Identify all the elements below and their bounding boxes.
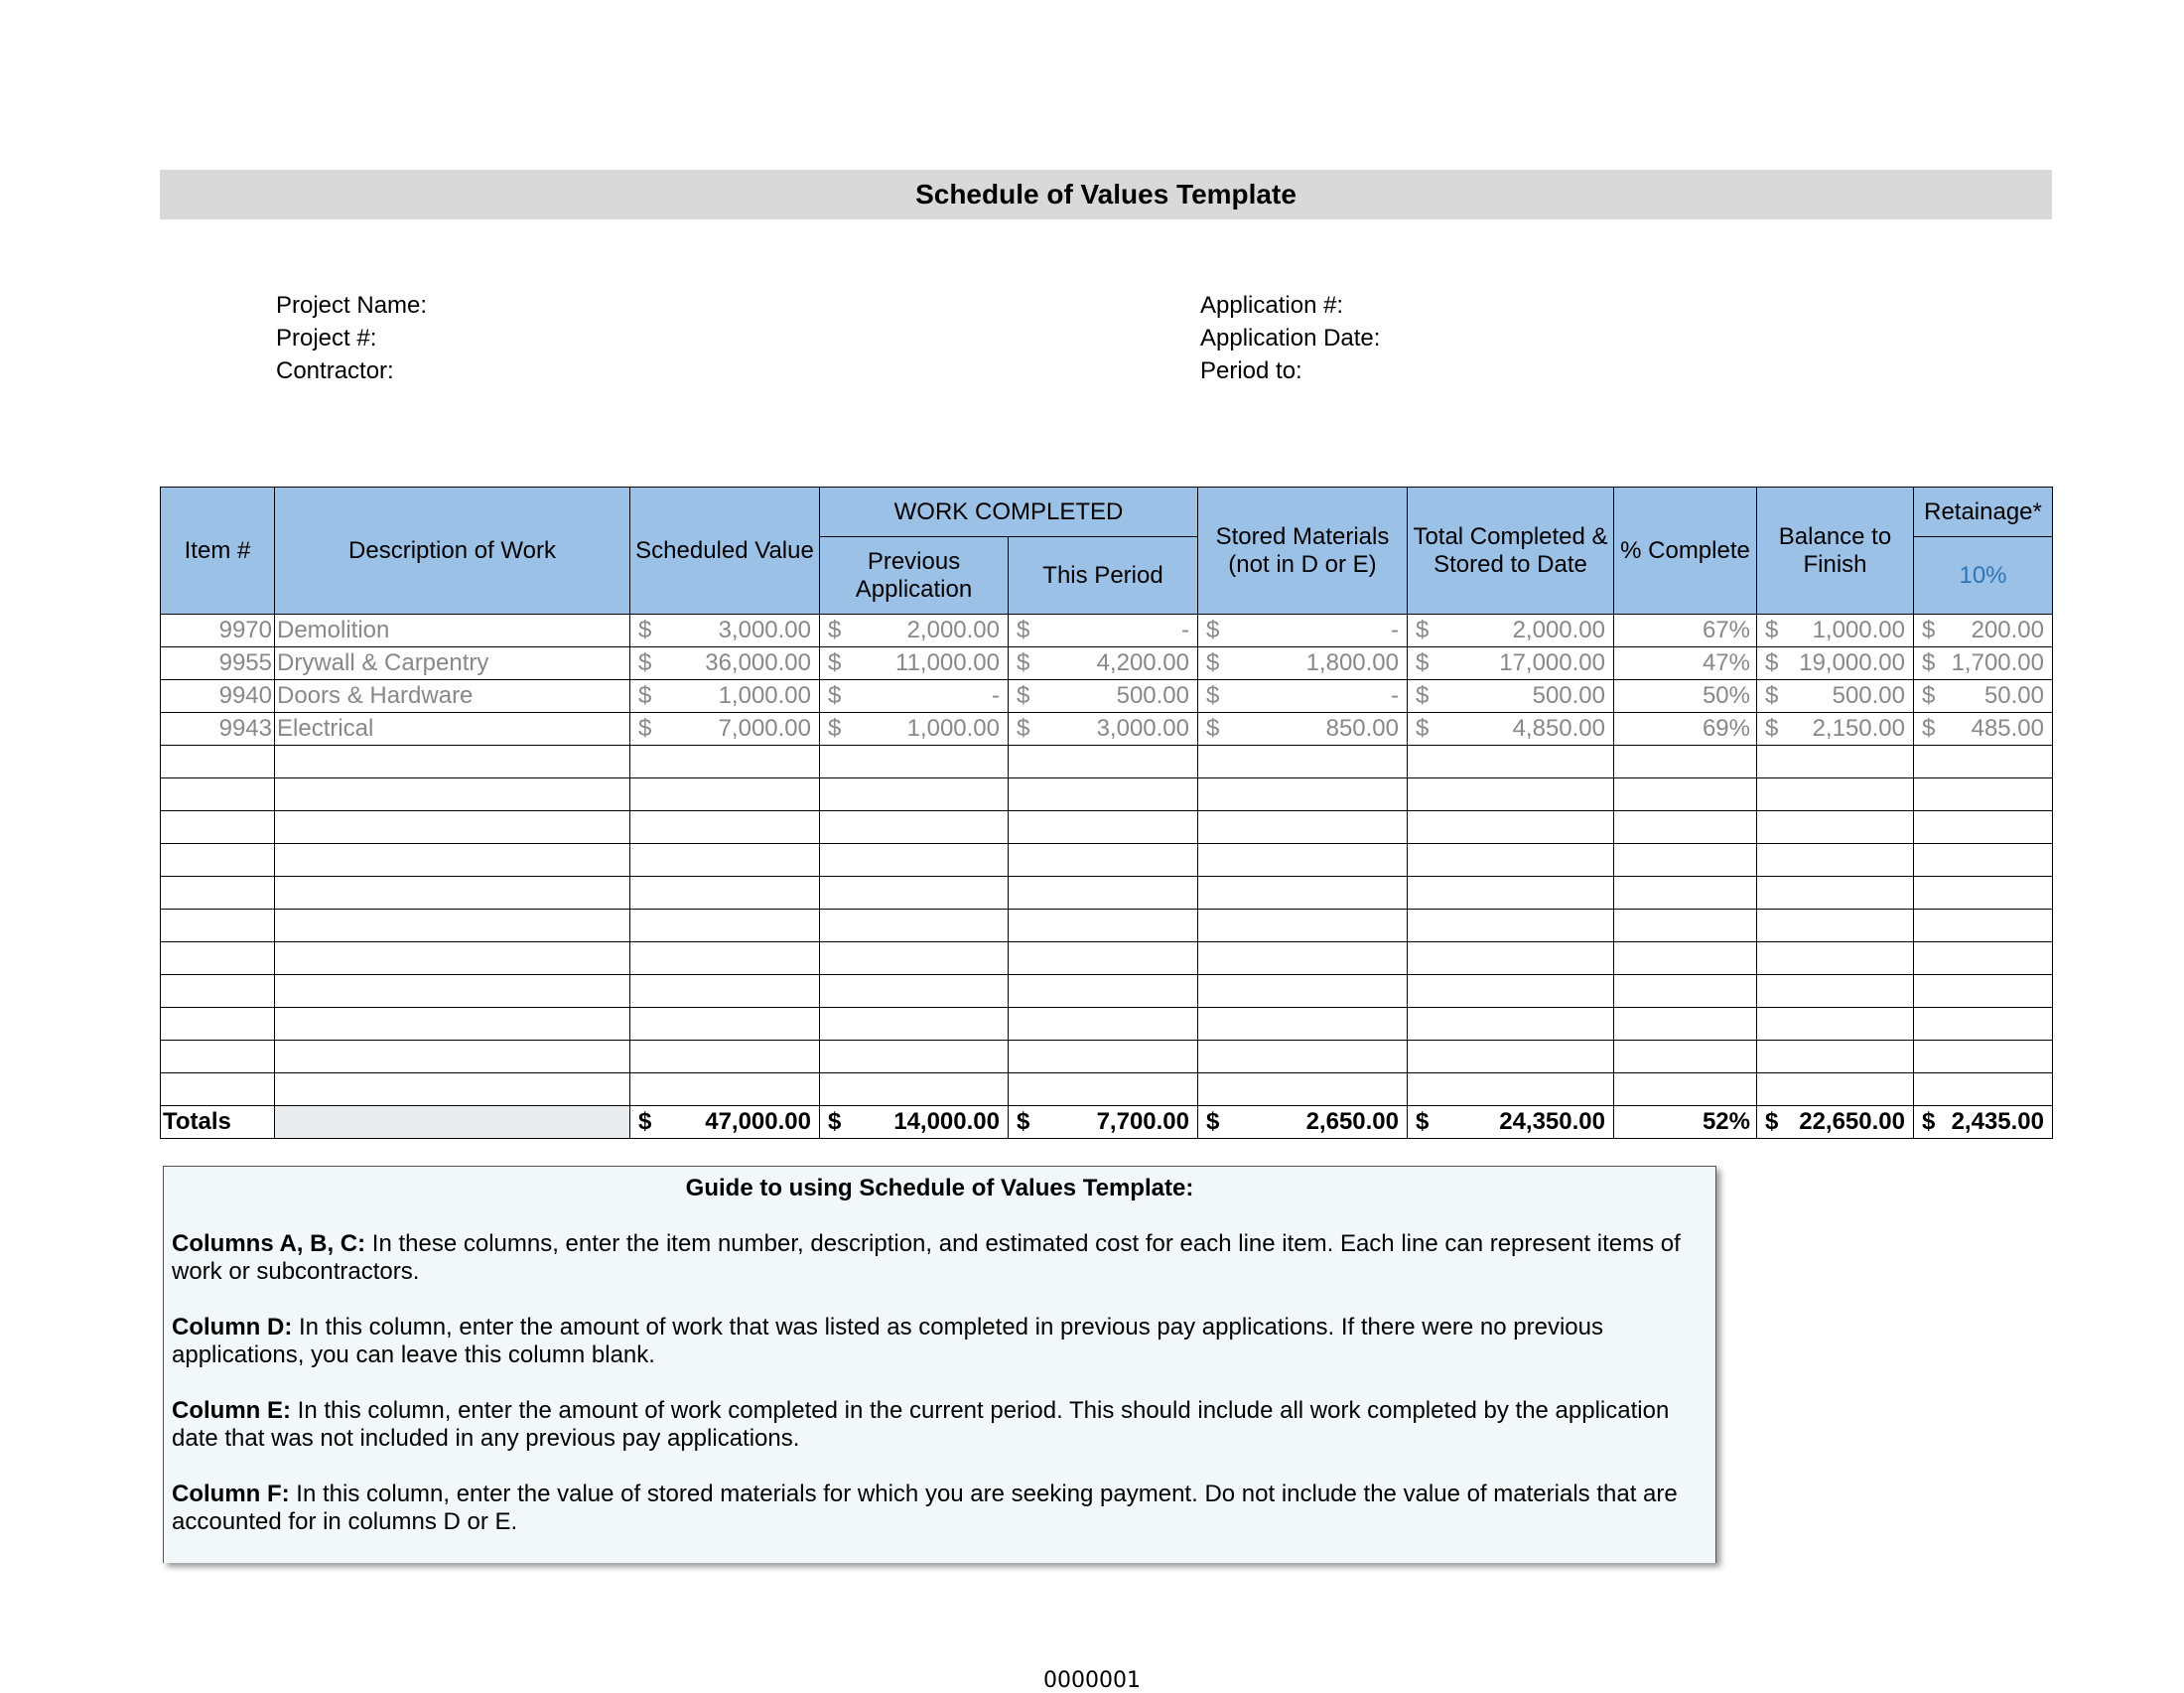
total-balance: $ 22,650.00: [1757, 1106, 1914, 1139]
empty-cell[interactable]: [1198, 778, 1408, 811]
empty-cell[interactable]: [1614, 746, 1757, 778]
table-row: [161, 680, 2053, 713]
cell-retainage[interactable]: $ 1,700.00: [1914, 647, 2053, 680]
header-work-completed: WORK COMPLETED: [820, 488, 1198, 537]
schedule-of-values-table: [160, 487, 2053, 1139]
empty-cell[interactable]: [820, 1008, 1009, 1041]
empty-cell[interactable]: [1408, 778, 1614, 811]
cell-description[interactable]: Electrical: [275, 713, 630, 746]
total-total: $ 24,350.00: [1408, 1106, 1614, 1139]
empty-cell[interactable]: [161, 811, 275, 844]
empty-cell[interactable]: [1757, 844, 1914, 877]
empty-cell[interactable]: [1198, 811, 1408, 844]
cell-balance[interactable]: $ 19,000.00: [1757, 647, 1914, 680]
empty-cell[interactable]: [1614, 975, 1757, 1008]
empty-cell[interactable]: [630, 746, 820, 778]
cell-percent[interactable]: 67%: [1614, 615, 1757, 647]
guide-title: Guide to using Schedule of Values Template:: [685, 1175, 1194, 1201]
empty-cell[interactable]: [1757, 1008, 1914, 1041]
cell-previous[interactable]: $ -: [820, 680, 1009, 713]
empty-cell[interactable]: [161, 975, 275, 1008]
project-info-left: [276, 289, 427, 387]
empty-cell[interactable]: [1914, 1041, 2053, 1073]
empty-cell[interactable]: [1009, 844, 1198, 877]
empty-cell[interactable]: [820, 877, 1009, 910]
empty-cell[interactable]: [630, 844, 820, 877]
empty-cell[interactable]: [275, 975, 630, 1008]
cell-description[interactable]: Drywall & Carpentry: [275, 647, 630, 680]
cell-description[interactable]: Doors & Hardware: [275, 680, 630, 713]
empty-cell[interactable]: [1408, 910, 1614, 942]
empty-cell[interactable]: [161, 1041, 275, 1073]
empty-cell[interactable]: [1914, 1073, 2053, 1106]
empty-cell[interactable]: [1408, 877, 1614, 910]
header-this-period: This Period: [1009, 537, 1198, 615]
cell-item[interactable]: 9970: [161, 615, 275, 647]
application-date-label: Application Date:: [1200, 325, 1381, 352]
empty-cell[interactable]: [1614, 844, 1757, 877]
empty-cell[interactable]: [1757, 778, 1914, 811]
header-previous-application: Previous Application: [820, 537, 1009, 615]
header-balance-to-finish: Balance to Finish: [1757, 488, 1914, 615]
empty-row: [161, 910, 2053, 942]
empty-cell[interactable]: [1757, 975, 1914, 1008]
empty-cell[interactable]: [1408, 1073, 1614, 1106]
table-row: [161, 647, 2053, 680]
empty-cell[interactable]: [275, 811, 630, 844]
empty-cell[interactable]: [275, 877, 630, 910]
empty-cell[interactable]: [1198, 975, 1408, 1008]
guide-item: Column D: In this column, enter the amount of work that was listed as completed in previous pay applications. If there were no previous applications, you can leave this column blank.: [172, 1314, 1604, 1368]
header-item: Item #: [161, 488, 275, 615]
guide-item: Column E: In this column, enter the amount of work completed in the current period. This should include all work completed by the application date that was not included in any previous pay applications.: [172, 1397, 1670, 1452]
empty-cell[interactable]: [820, 1073, 1009, 1106]
cell-total[interactable]: $ 2,000.00: [1408, 615, 1614, 647]
cell-this_period[interactable]: $ 4,200.00: [1009, 647, 1198, 680]
empty-cell[interactable]: [1757, 1041, 1914, 1073]
cell-stored[interactable]: $ -: [1198, 615, 1408, 647]
empty-cell[interactable]: [275, 778, 630, 811]
empty-cell[interactable]: [1614, 811, 1757, 844]
empty-row: [161, 778, 2053, 811]
total-scheduled: $ 47,000.00: [630, 1106, 820, 1139]
empty-cell[interactable]: [1408, 975, 1614, 1008]
cell-this_period[interactable]: $ 500.00: [1009, 680, 1198, 713]
empty-cell[interactable]: [161, 778, 275, 811]
empty-cell[interactable]: [1009, 811, 1198, 844]
header-total-completed: Total Completed & Stored to Date: [1408, 488, 1614, 615]
empty-cell[interactable]: [820, 844, 1009, 877]
empty-cell[interactable]: [161, 910, 275, 942]
empty-cell[interactable]: [1614, 877, 1757, 910]
empty-cell[interactable]: [1009, 1008, 1198, 1041]
empty-cell[interactable]: [275, 910, 630, 942]
cell-retainage[interactable]: $ 485.00: [1914, 713, 2053, 746]
empty-cell[interactable]: [1198, 910, 1408, 942]
empty-row: [161, 877, 2053, 910]
empty-cell[interactable]: [1009, 910, 1198, 942]
cell-item[interactable]: 9955: [161, 647, 275, 680]
document-title: Schedule of Values Template: [160, 170, 2052, 219]
total-previous: $ 14,000.00: [820, 1106, 1009, 1139]
cell-percent[interactable]: 47%: [1614, 647, 1757, 680]
empty-cell[interactable]: [275, 1008, 630, 1041]
empty-cell[interactable]: [1009, 975, 1198, 1008]
guide-item: Column F: In this column, enter the value of stored materials for which you are seeking payment. Do not include the value of materials that are accounted for in columns D or E.: [172, 1481, 1678, 1535]
empty-cell[interactable]: [820, 746, 1009, 778]
empty-cell[interactable]: [161, 746, 275, 778]
cell-this_period[interactable]: $ -: [1009, 615, 1198, 647]
empty-cell[interactable]: [820, 778, 1009, 811]
empty-cell[interactable]: [1614, 942, 1757, 975]
empty-cell[interactable]: [275, 746, 630, 778]
empty-cell[interactable]: [1914, 942, 2053, 975]
empty-cell[interactable]: [1914, 844, 2053, 877]
empty-cell[interactable]: [1009, 877, 1198, 910]
empty-cell[interactable]: [1408, 942, 1614, 975]
cell-total[interactable]: $ 500.00: [1408, 680, 1614, 713]
cell-description[interactable]: Demolition: [275, 615, 630, 647]
empty-row: [161, 1041, 2053, 1073]
table-row: [161, 713, 2053, 746]
cell-previous[interactable]: $ 2,000.00: [820, 615, 1009, 647]
empty-row: [161, 942, 2053, 975]
cell-percent[interactable]: 69%: [1614, 713, 1757, 746]
total-stored: $ 2,650.00: [1198, 1106, 1408, 1139]
empty-cell[interactable]: [275, 1073, 630, 1106]
empty-cell[interactable]: [1757, 942, 1914, 975]
empty-row: [161, 975, 2053, 1008]
header-retainage: Retainage*: [1914, 488, 2053, 537]
empty-cell[interactable]: [1757, 811, 1914, 844]
contractor-label: Contractor:: [276, 357, 394, 384]
empty-cell[interactable]: [630, 1041, 820, 1073]
empty-cell[interactable]: [1914, 975, 2053, 1008]
header-description: Description of Work: [275, 488, 630, 615]
cell-previous[interactable]: $ 11,000.00: [820, 647, 1009, 680]
empty-cell[interactable]: [1757, 910, 1914, 942]
header-stored-materials: Stored Materials (not in D or E): [1198, 488, 1408, 615]
empty-cell[interactable]: [1198, 877, 1408, 910]
cell-scheduled[interactable]: $ 36,000.00: [630, 647, 820, 680]
cell-stored[interactable]: $ 1,800.00: [1198, 647, 1408, 680]
empty-cell[interactable]: [161, 1008, 275, 1041]
empty-cell[interactable]: [1009, 1073, 1198, 1106]
empty-cell[interactable]: [1757, 877, 1914, 910]
empty-cell[interactable]: [1408, 746, 1614, 778]
empty-cell[interactable]: [820, 811, 1009, 844]
empty-cell[interactable]: [1009, 778, 1198, 811]
cell-total[interactable]: $ 4,850.00: [1408, 713, 1614, 746]
empty-cell[interactable]: [1614, 1041, 1757, 1073]
period-to-label: Period to:: [1200, 357, 1302, 384]
empty-cell[interactable]: [820, 975, 1009, 1008]
empty-cell[interactable]: [820, 910, 1009, 942]
cell-item[interactable]: 9940: [161, 680, 275, 713]
empty-cell[interactable]: [1198, 1041, 1408, 1073]
cell-stored[interactable]: $ 850.00: [1198, 713, 1408, 746]
empty-cell[interactable]: [1614, 1008, 1757, 1041]
empty-cell[interactable]: [1408, 844, 1614, 877]
empty-cell[interactable]: [1757, 746, 1914, 778]
empty-cell[interactable]: [275, 942, 630, 975]
cell-retainage[interactable]: $ 200.00: [1914, 615, 2053, 647]
empty-row: [161, 844, 2053, 877]
empty-cell[interactable]: [1009, 942, 1198, 975]
empty-cell[interactable]: [1198, 844, 1408, 877]
cell-scheduled[interactable]: $ 3,000.00: [630, 615, 820, 647]
empty-cell[interactable]: [630, 811, 820, 844]
empty-cell[interactable]: [161, 1073, 275, 1106]
empty-cell[interactable]: [1198, 1008, 1408, 1041]
empty-cell[interactable]: [161, 844, 275, 877]
header-percent-complete: % Complete: [1614, 488, 1757, 615]
project-info-right: [1200, 289, 1380, 387]
empty-cell[interactable]: [630, 942, 820, 975]
empty-cell[interactable]: [820, 942, 1009, 975]
cell-balance[interactable]: $ 1,000.00: [1757, 615, 1914, 647]
empty-cell[interactable]: [1408, 1008, 1614, 1041]
empty-cell[interactable]: [161, 942, 275, 975]
empty-cell[interactable]: [1914, 746, 2053, 778]
cell-balance[interactable]: $ 500.00: [1757, 680, 1914, 713]
total-retainage: $ 2,435.00: [1914, 1106, 2053, 1139]
empty-row: [161, 1073, 2053, 1106]
empty-row: [161, 746, 2053, 778]
totals-label: Totals: [161, 1106, 275, 1139]
empty-cell[interactable]: [1408, 1041, 1614, 1073]
empty-cell[interactable]: [630, 1073, 820, 1106]
application-number-label: Application #:: [1200, 292, 1344, 319]
empty-cell[interactable]: [161, 877, 275, 910]
cell-stored[interactable]: $ -: [1198, 680, 1408, 713]
totals-row: [161, 1106, 2053, 1139]
empty-cell[interactable]: [1198, 1073, 1408, 1106]
empty-cell[interactable]: [275, 1041, 630, 1073]
empty-cell[interactable]: [1914, 778, 2053, 811]
empty-cell[interactable]: [630, 877, 820, 910]
cell-balance[interactable]: $ 2,150.00: [1757, 713, 1914, 746]
empty-cell[interactable]: [630, 1008, 820, 1041]
cell-scheduled[interactable]: $ 1,000.00: [630, 680, 820, 713]
cell-retainage[interactable]: $ 50.00: [1914, 680, 2053, 713]
cell-previous[interactable]: $ 1,000.00: [820, 713, 1009, 746]
project-name-label: Project Name:: [276, 292, 428, 319]
empty-cell[interactable]: [1009, 746, 1198, 778]
empty-cell[interactable]: [1614, 1073, 1757, 1106]
cell-percent[interactable]: 50%: [1614, 680, 1757, 713]
total-this_period: $ 7,700.00: [1009, 1106, 1198, 1139]
empty-cell[interactable]: [1757, 1073, 1914, 1106]
cell-item[interactable]: 9943: [161, 713, 275, 746]
empty-cell[interactable]: [275, 844, 630, 877]
empty-cell[interactable]: [1198, 746, 1408, 778]
empty-cell[interactable]: [1914, 877, 2053, 910]
empty-cell[interactable]: [630, 910, 820, 942]
table-row: [161, 615, 2053, 647]
empty-cell[interactable]: [1914, 1008, 2053, 1041]
guide-box: [163, 1166, 1716, 1563]
header-scheduled-value: Scheduled Value: [630, 488, 820, 615]
cell-this_period[interactable]: $ 3,000.00: [1009, 713, 1198, 746]
total-percent: 52%: [1614, 1106, 1757, 1139]
empty-cell[interactable]: [1614, 910, 1757, 942]
empty-cell[interactable]: [820, 1041, 1009, 1073]
empty-cell[interactable]: [1614, 778, 1757, 811]
header-retainage-rate: 10%: [1914, 537, 2053, 615]
cell-scheduled[interactable]: $ 7,000.00: [630, 713, 820, 746]
guide-item: Columns A, B, C: In these columns, enter the item number, description, and estimated cost for each line item. Each line can represent items of work or subcontractors.: [172, 1230, 1681, 1285]
empty-cell[interactable]: [1198, 942, 1408, 975]
cell-total[interactable]: $ 17,000.00: [1408, 647, 1614, 680]
empty-cell[interactable]: [1914, 811, 2053, 844]
empty-row: [161, 1008, 2053, 1041]
project-number-label: Project #:: [276, 325, 377, 352]
totals-description-blank: [275, 1106, 630, 1139]
empty-cell[interactable]: [1009, 1041, 1198, 1073]
page-number: 0000001: [1043, 1668, 1141, 1693]
empty-cell[interactable]: [630, 975, 820, 1008]
empty-cell[interactable]: [1914, 910, 2053, 942]
empty-cell[interactable]: [1408, 811, 1614, 844]
empty-row: [161, 811, 2053, 844]
empty-cell[interactable]: [630, 778, 820, 811]
